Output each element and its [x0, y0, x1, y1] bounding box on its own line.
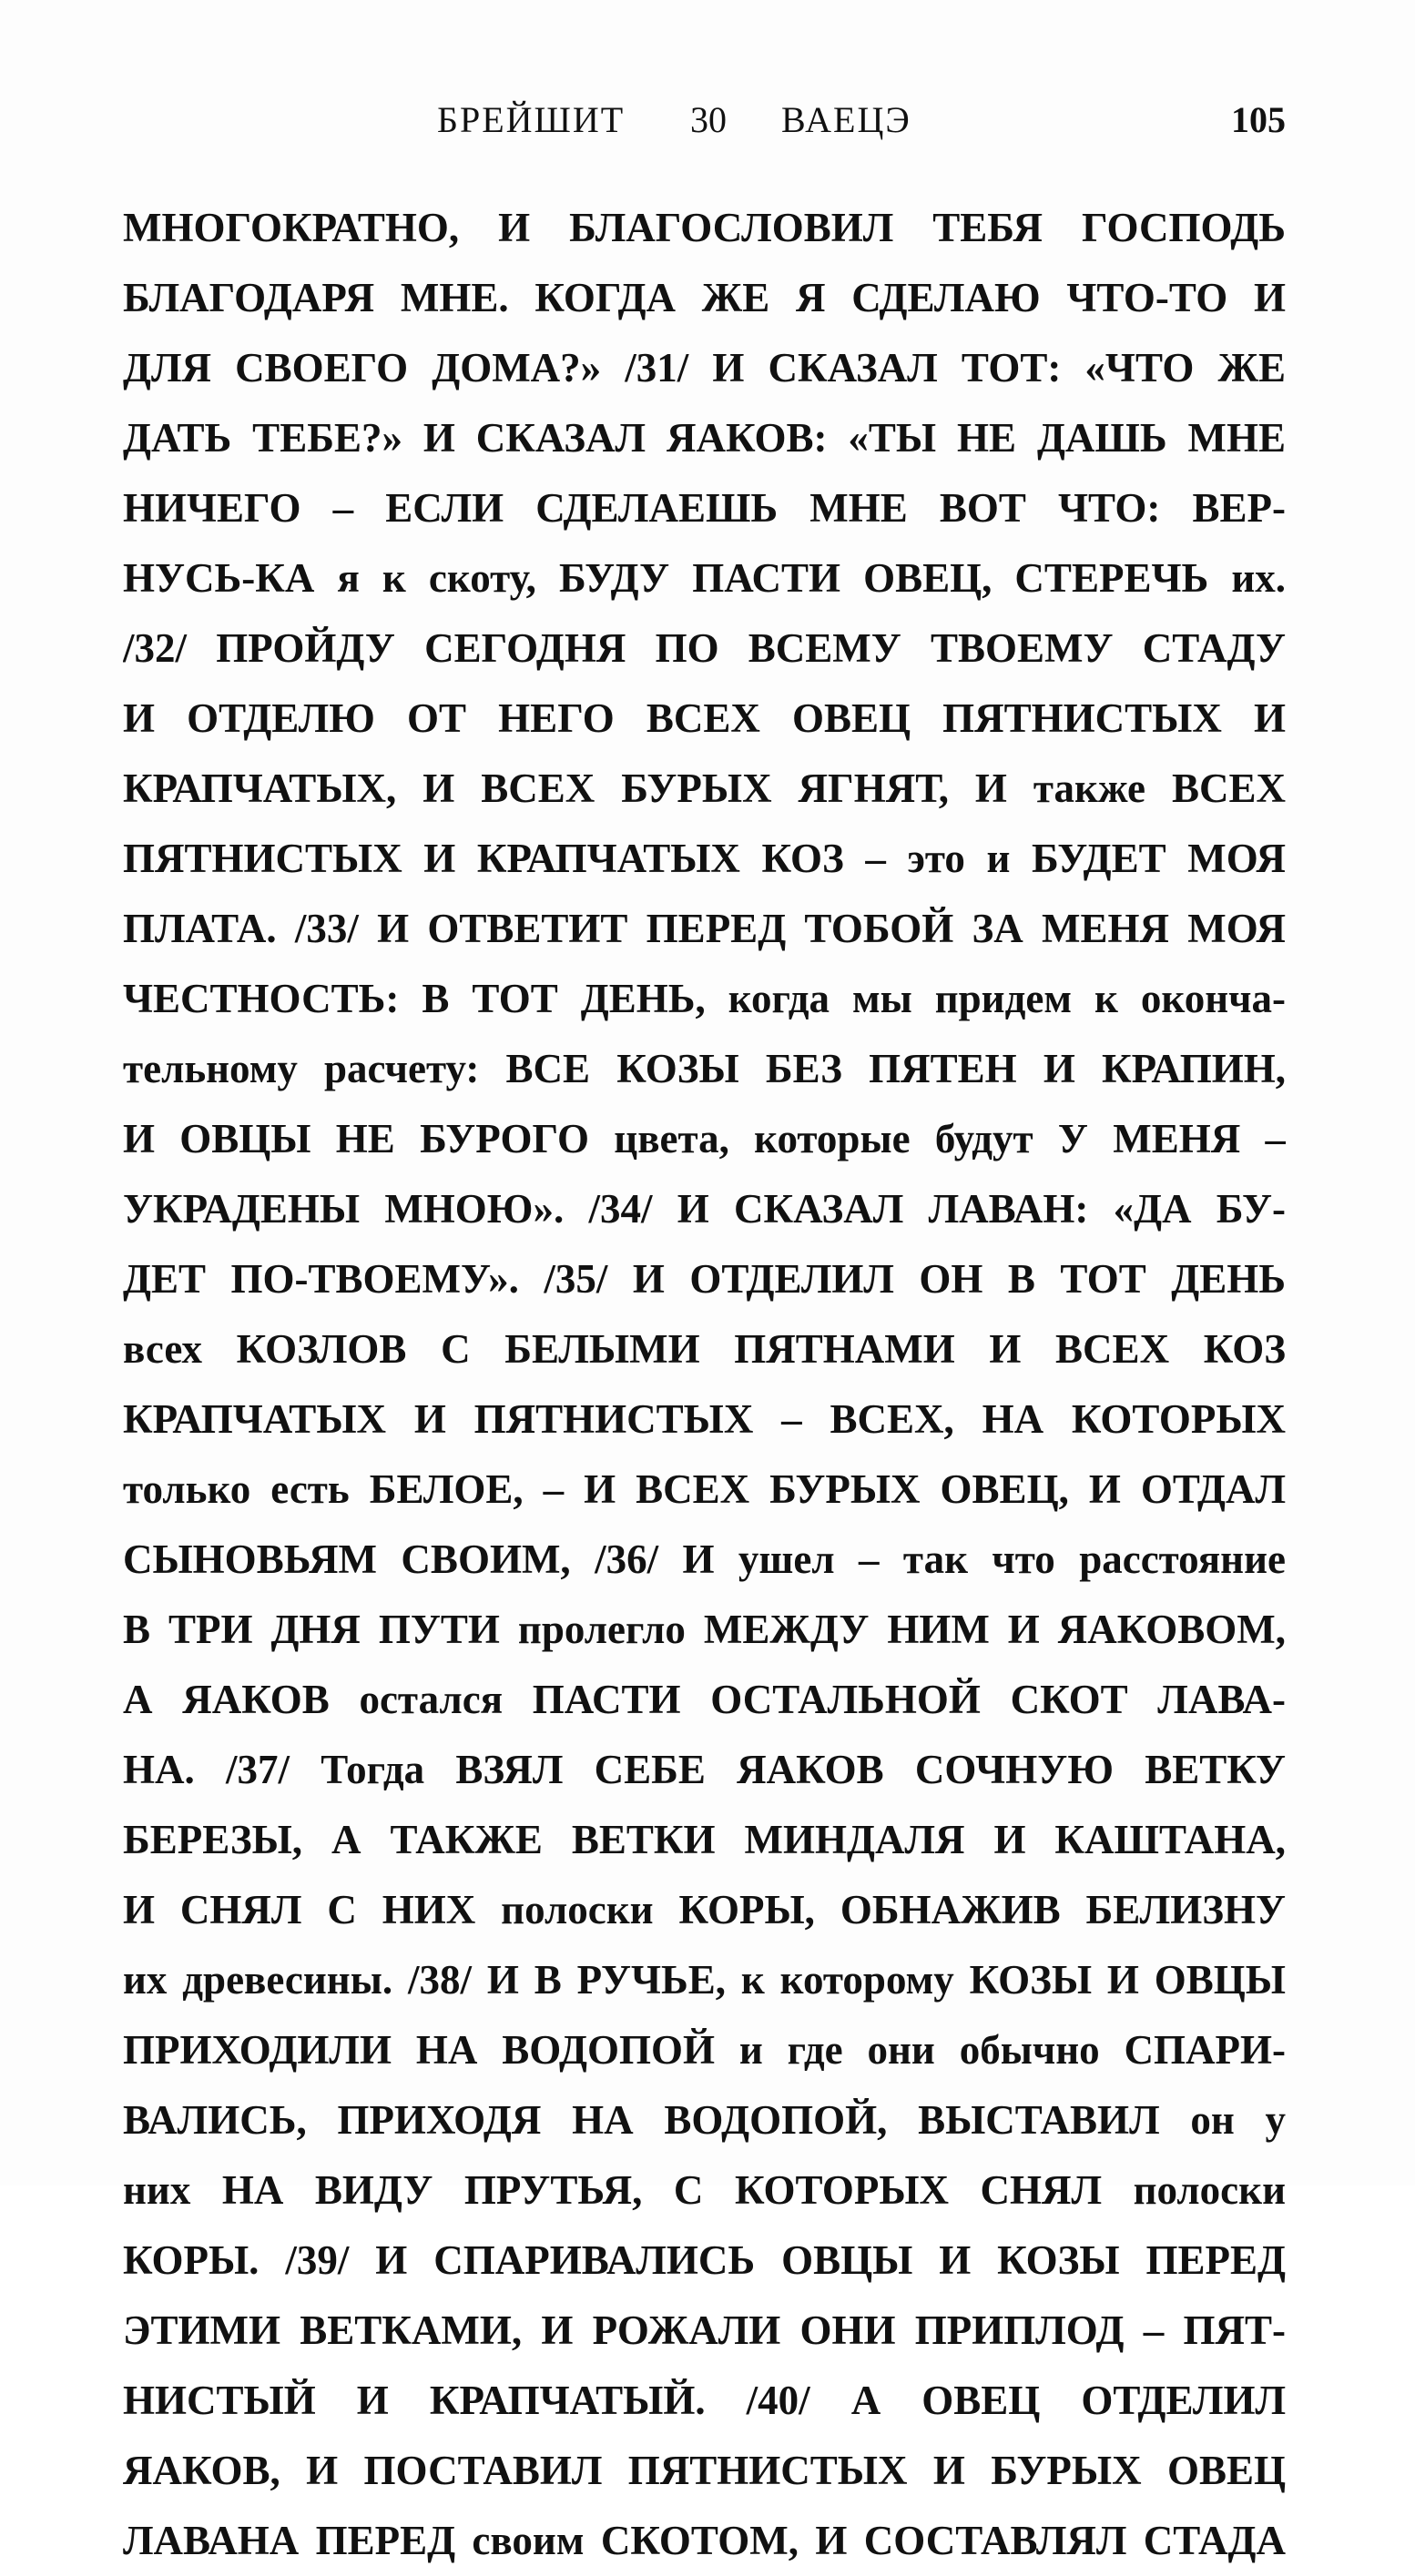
text-line: только есть БЕЛОЕ, – И ВСЕХ БУРЫХ ОВЕЦ, И ОТДАЛ [123, 1466, 1286, 1512]
text-line: ЯАКОВ, И ПОСТАВИЛ ПЯТНИСТЫХ И БУРЫХ ОВЕЦ [123, 2448, 1286, 2493]
text-line: НУСЬ-КА я к скоту, БУДУ ПАСТИ ОВЕЦ, СТЕРЕЧЬ их. [123, 555, 1286, 601]
running-head-chapter: 30 [690, 99, 727, 140]
text-line: УКРАДЕНЫ МНОЮ». /34/ И СКАЗАЛ ЛАВАН: «ДА БУ- [123, 1186, 1286, 1232]
text-line: КОРЫ. /39/ И СПАРИВАЛИСЬ ОВЦЫ И КОЗЫ ПЕРЕД [123, 2237, 1286, 2283]
text-line: ДЕТ ПО-ТВОЕМУ». /35/ И ОТДЕЛИЛ ОН В ТОТ ДЕНЬ [123, 1256, 1286, 1302]
text-line: их древесины. /38/ И В РУЧЬЕ, к которому КОЗЫ И ОВЦЫ [123, 1957, 1286, 2003]
text-line: КРАПЧАТЫХ, И ВСЕХ БУРЫХ ЯГНЯТ, И также ВСЕХ [123, 766, 1286, 811]
running-head-portion: ВАЕЦЭ [781, 99, 911, 140]
running-head-book: БРЕЙШИТ [437, 99, 626, 140]
text-line: МНОГОКРАТНО, И БЛАГОСЛОВИЛ ТЕБЯ ГОСПОДЬ [123, 205, 1286, 250]
text-line: КРАПЧАТЫХ И ПЯТНИСТЫХ – ВСЕХ, НА КОТОРЫХ [123, 1396, 1286, 1442]
text-line: ЭТИМИ ВЕТКАМИ, И РОЖАЛИ ОНИ ПРИПЛОД – ПЯТ- [123, 2307, 1286, 2353]
text-line: БЛАГОДАРЯ МНЕ. КОГДА ЖЕ Я СДЕЛАЮ ЧТО-ТО И [123, 275, 1286, 320]
text-line: ПРИХОДИЛИ НА ВОДОПОЙ и где они обычно СПАРИ- [123, 2027, 1286, 2073]
text-line: ДЛЯ СВОЕГО ДОМА?» /31/ И СКАЗАЛ ТОТ: «ЧТО ЖЕ [123, 345, 1286, 390]
text-line: БЕРЕЗЫ, А ТАКЖЕ ВЕТКИ МИНДАЛЯ И КАШТАНА, [123, 1817, 1286, 1862]
page-number: 105 [1231, 99, 1286, 140]
text-line: И ОВЦЫ НЕ БУРОГО цвета, которые будут У МЕНЯ – [123, 1116, 1286, 1161]
text-line: всех КОЗЛОВ С БЕЛЫМИ ПЯТНАМИ И ВСЕХ КОЗ [123, 1326, 1286, 1372]
text-line: И СНЯЛ С НИХ полоски КОРЫ, ОБНАЖИВ БЕЛИЗНУ [123, 1887, 1286, 1932]
text-line: НИЧЕГО – ЕСЛИ СДЕЛАЕШЬ МНЕ ВОТ ЧТО: ВЕР- [123, 485, 1286, 531]
text-line: /32/ ПРОЙДУ СЕГОДНЯ ПО ВСЕМУ ТВОЕМУ СТАДУ [123, 625, 1286, 671]
body-text [123, 193, 1286, 2576]
text-line: А ЯАКОВ остался ПАСТИ ОСТАЛЬНОЙ СКОТ ЛАВА- [123, 1677, 1286, 1722]
text-line: ДАТЬ ТЕБЕ?» И СКАЗАЛ ЯАКОВ: «ТЫ НЕ ДАШЬ МНЕ [123, 415, 1286, 461]
text-line: СЫНОВЬЯМ СВОИМ, /36/ И ушел – так что расстояние [123, 1536, 1286, 1582]
text-line: них НА ВИДУ ПРУТЬЯ, С КОТОРЫХ СНЯЛ полоски [123, 2167, 1286, 2213]
text-line: тельному расчету: ВСЕ КОЗЫ БЕЗ ПЯТЕН И КРАПИН, [123, 1046, 1286, 1091]
running-head [123, 98, 1286, 144]
text-line: ПЯТНИСТЫХ И КРАПЧАТЫХ КОЗ – это и БУДЕТ МОЯ [123, 836, 1286, 881]
text-line: НА. /37/ Тогда ВЗЯЛ СЕБЕ ЯАКОВ СОЧНУЮ ВЕТКУ [123, 1747, 1286, 1792]
text-line: В ТРИ ДНЯ ПУТИ пролегло МЕЖДУ НИМ И ЯАКОВОМ, [123, 1607, 1286, 1652]
text-line: ЛАВАНА ПЕРЕД своим СКОТОМ, И СОСТАВЛЯЛ СТАДА [123, 2518, 1286, 2563]
text-line: ПЛАТА. /33/ И ОТВЕТИТ ПЕРЕД ТОБОЙ ЗА МЕНЯ МОЯ [123, 906, 1286, 951]
text-line: И ОТДЕЛЮ ОТ НЕГО ВСЕХ ОВЕЦ ПЯТНИСТЫХ И [123, 695, 1286, 741]
text-line: ВАЛИСЬ, ПРИХОДЯ НА ВОДОПОЙ, ВЫСТАВИЛ он у [123, 2097, 1286, 2143]
text-line: НИСТЫЙ И КРАПЧАТЫЙ. /40/ А ОВЕЦ ОТДЕЛИЛ [123, 2378, 1286, 2423]
text-line: ЧЕСТНОСТЬ: В ТОТ ДЕНЬ, когда мы придем к оконча- [123, 976, 1286, 1021]
